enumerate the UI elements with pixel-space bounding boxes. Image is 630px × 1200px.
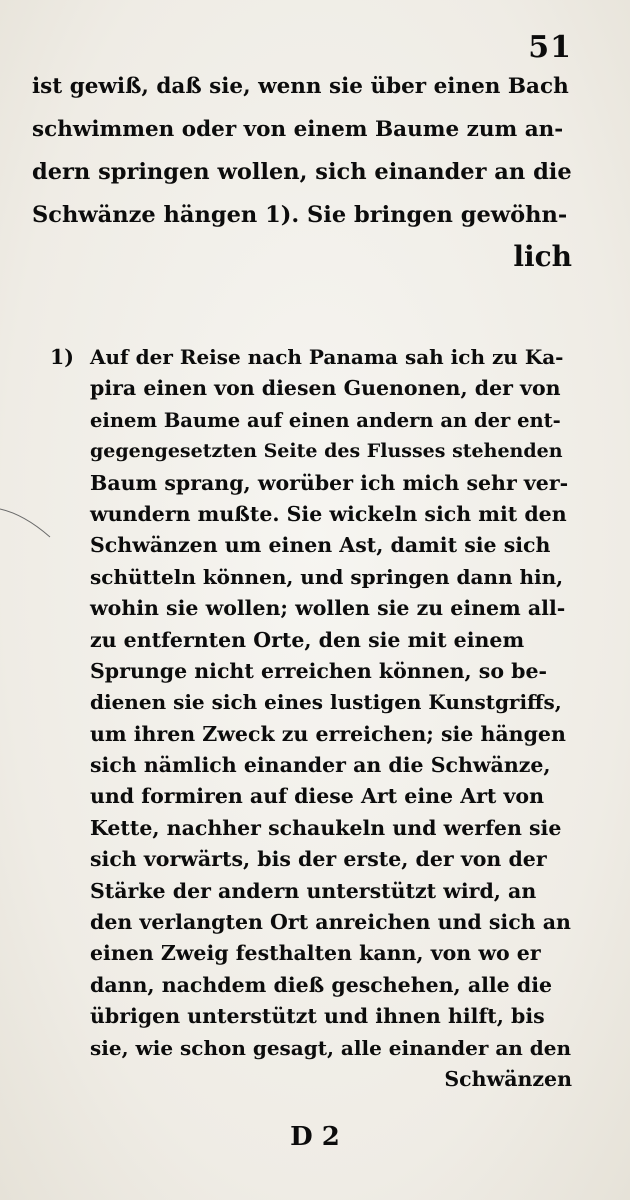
footnote-line: und formiren auf diese Art eine Art von	[90, 784, 544, 809]
footnote-marker: 1)	[50, 345, 74, 369]
footnote-line: Auf der Reise nach Panama sah ich zu Ka-	[90, 345, 564, 369]
main-text-line: ist gewiß, daß sie, wenn sie über einen Bach	[32, 74, 569, 99]
main-text-catchword: lich	[513, 240, 572, 274]
footnote-line: schütteln können, und springen dann hin,	[90, 564, 564, 589]
footnote-line: sie, wie schon gesagt, alle einander an den	[90, 1035, 572, 1060]
footnote-line: einem Baume auf einen andern an der ent-	[90, 408, 561, 432]
footnote-line: wundern mußte. Sie wickeln sich mit den	[90, 501, 567, 526]
main-text-line: Schwänze hängen 1). Sie bringen gewöhn-	[32, 201, 568, 228]
footnote-line: Baum sprang, worüber ich mich sehr ver-	[90, 470, 569, 495]
main-text-block	[32, 66, 572, 279]
footnote-line: um ihren Zweck zu erreichen; sie hängen	[90, 721, 566, 746]
footnote-line: dienen sie sich eines lustigen Kunstgriffs,	[90, 690, 562, 715]
footnote-line: einen Zweig festhalten kann, von wo er	[90, 941, 541, 966]
footnote-line: pira einen von diesen Guenonen, der von	[90, 376, 561, 401]
footnote-line: sich nämlich einander an die Schwänze,	[90, 753, 551, 778]
signature-mark: D 2	[290, 1122, 340, 1152]
footnote-line: zu entfernten Orte, den sie mit einem	[90, 627, 525, 652]
footnote-line: Stärke der andern unterstützt wird, an	[90, 878, 537, 903]
main-text-line: dern springen wollen, sich einander an die	[32, 159, 572, 186]
main-text-line: schwimmen oder von einem Baume zum an-	[32, 116, 564, 142]
paper-crease-mark	[0, 503, 60, 543]
page-number: 51	[528, 30, 572, 65]
footnote-line: Schwänzen um einen Ast, damit sie sich	[90, 533, 551, 558]
footnote-line: übrigen unterstützt und ihnen hilft, bis	[90, 1004, 545, 1029]
footnote-line: Sprunge nicht erreichen können, so be-	[90, 658, 548, 683]
footnote-line: den verlangten Ort anreichen und sich an	[90, 910, 571, 935]
footnote-line: Kette, nachher schaukeln und werfen sie	[90, 815, 562, 840]
footnote-line: wohin sie wollen; wollen sie zu einem all-	[90, 596, 566, 621]
footnote-line: dann, nachdem dieß geschehen, alle die	[90, 972, 553, 997]
footnote-line: gegengesetzten Seite des Flusses stehenden	[90, 440, 563, 463]
footnote-line: sich vorwärts, bis der erste, der von der	[90, 847, 547, 872]
footnote-catchword: Schwänzen	[444, 1066, 572, 1091]
footnote-block	[50, 342, 572, 1095]
